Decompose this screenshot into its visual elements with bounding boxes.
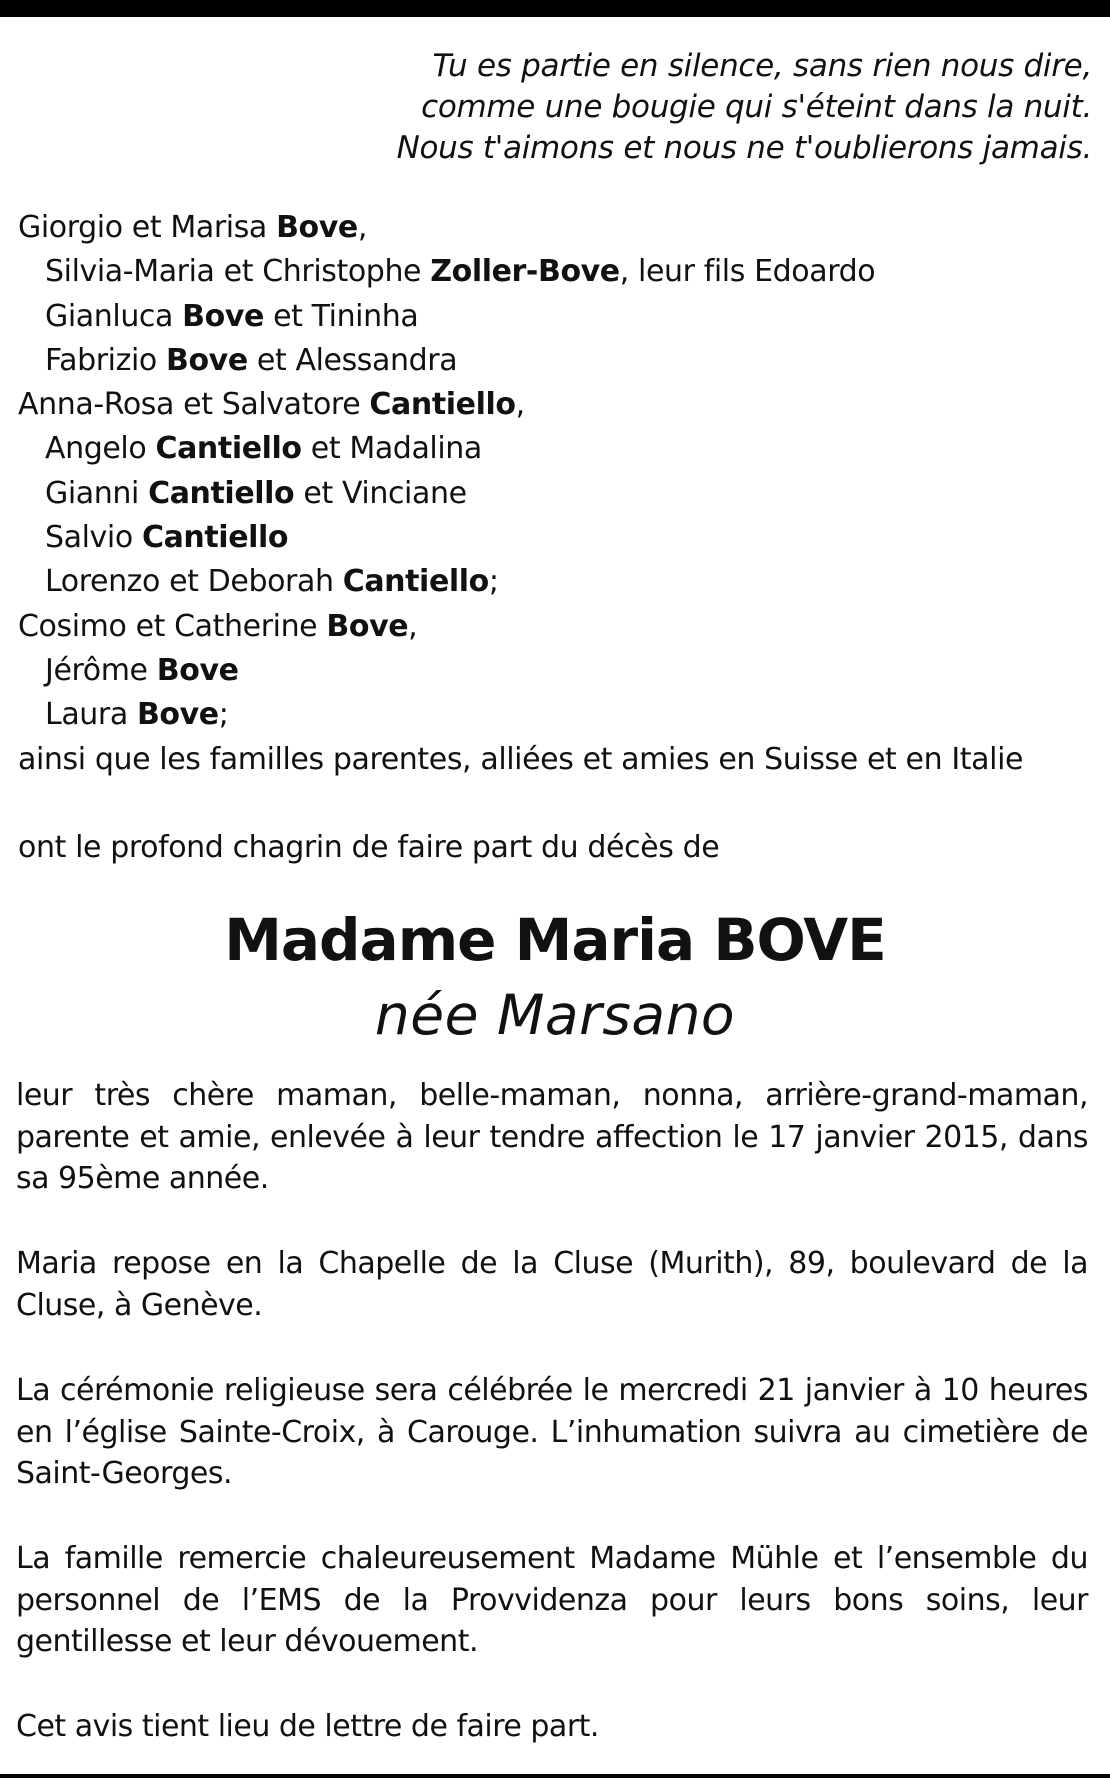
family-surname: Zoller-Bove [430, 254, 620, 290]
family-surname: Bove [156, 652, 239, 688]
family-text: et Tininha [263, 298, 419, 334]
family-line [18, 516, 1023, 560]
family-text: ; [218, 697, 229, 733]
family-surname: Bove [182, 298, 264, 334]
family-line [18, 206, 1023, 250]
family-text: ; [488, 564, 499, 600]
family-surname: Cantiello [369, 387, 516, 423]
family-text: Laura [45, 697, 137, 733]
family-text: Silvia-Maria et Christophe [45, 254, 431, 290]
family-text: , leur fils Edoardo [619, 254, 876, 290]
paragraph-affection: leur très chère maman, belle-maman, nonna, arrière-grand-maman, parente et amie, enlevée à leur tendre affection le 17 janvier 2015, dans sa 95ème année. [16, 1078, 1088, 1196]
family-text: Cosimo et Catherine [18, 608, 327, 644]
family-text: Jérôme [45, 652, 157, 688]
family-text: Giorgio et Marisa [18, 210, 277, 245]
family-line [18, 605, 1023, 649]
family-text: Angelo [45, 431, 156, 467]
family-text: , [408, 608, 418, 644]
family-text: Fabrizio [45, 342, 166, 378]
family-line [18, 560, 1023, 604]
top-border [0, 0, 1110, 17]
family-text: et Madalina [301, 431, 482, 467]
poem-line: comme une bougie qui s'éteint dans la nuit. [421, 89, 1092, 125]
deceased-name: Madame Maria BOVE [224, 906, 886, 974]
family-surname: Bove [326, 608, 409, 644]
poem-line: Tu es partie en silence, sans rien nous dire, [432, 48, 1092, 84]
family-surname: Cantiello [155, 431, 302, 467]
family-line [18, 427, 1023, 471]
family-line [18, 693, 1023, 737]
family-text: Salvio [45, 520, 142, 556]
paragraph-repose: Maria repose en la Chapelle de la Cluse (Murith), 89, boulevard de la Cluse, à Genève. [16, 1246, 1088, 1323]
family-text: Lorenzo et Deborah [45, 564, 343, 600]
family-surname: Cantiello [141, 520, 289, 556]
paragraph-thanks: La famille remercie chaleureusement Madame Mühle et l’ensemble du personnel de l’EMS de la Provvidenza pour leurs bons soins, leur gentillesse et leur dévouement. [16, 1541, 1088, 1659]
family-list [18, 206, 1023, 782]
maiden-name: née Marsano [374, 983, 736, 1047]
family-text: , [515, 387, 525, 423]
family-line [18, 383, 1023, 427]
family-text: ainsi que les familles parentes, alliées et amies en Suisse et en Italie [18, 741, 1024, 777]
poem [397, 46, 1092, 169]
poem-line: Nous t'aimons et nous ne t'oublierons jamais. [396, 130, 1092, 166]
family-surname: Cantiello [148, 475, 295, 511]
bottom-border [0, 1774, 1110, 1778]
family-surname: Cantiello [342, 564, 489, 600]
family-line [18, 649, 1023, 693]
family-text: , [357, 210, 367, 245]
family-line [18, 339, 1023, 383]
family-line [18, 250, 1023, 294]
family-text: et Alessandra [247, 342, 458, 378]
family-text: Gianluca [45, 298, 183, 334]
paragraph-ceremony: La cérémonie religieuse sera célébrée le mercredi 21 janvier à 10 heures en l’église Sainte-Croix, à Carouge. L’inhumation suivra au cimetière de Saint-Georges. [16, 1373, 1088, 1491]
family-line [18, 738, 1023, 782]
family-text: Anna-Rosa et Salvatore [18, 387, 370, 423]
family-surname: Bove [276, 210, 358, 245]
family-surname: Bove [165, 342, 248, 378]
announcement-text: ont le profond chagrin de faire part du décès de [18, 830, 720, 865]
family-line [18, 472, 1023, 516]
family-surname: Bove [136, 697, 219, 733]
family-text: et Vinciane [294, 475, 467, 511]
family-text: Gianni [45, 475, 149, 511]
paragraph-notice: Cet avis tient lieu de lettre de faire part. [16, 1709, 599, 1744]
family-line [18, 295, 1023, 339]
